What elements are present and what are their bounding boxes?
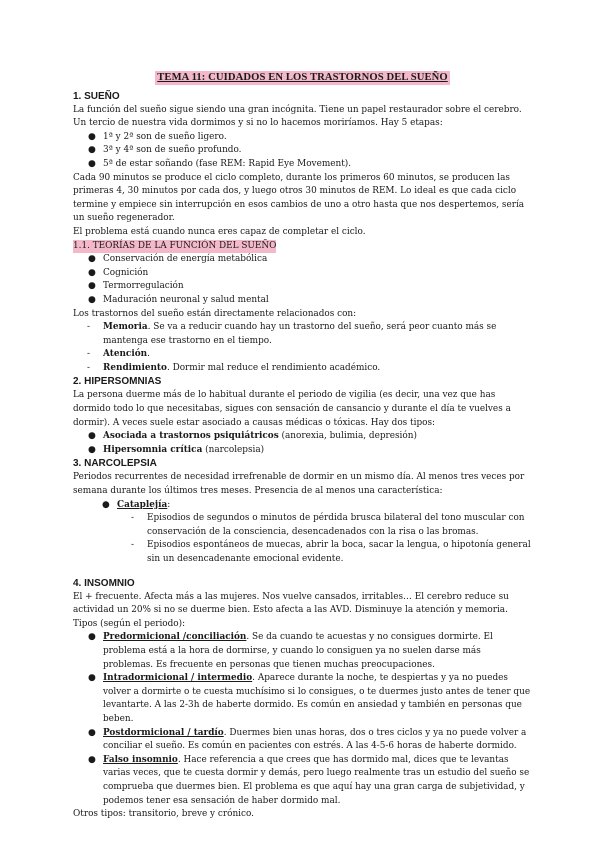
stages-list (73, 131, 532, 172)
sueno-intro: La función del sueño sigue siendo una gran incógnita. Tiene un papel restaurador sobre el cerebro. Un tercio de nuestra vida dormimos y si no lo hacemos moriríamos. Hay 5 etapas: (73, 104, 522, 129)
heading-sueno: 1. SUEÑO (73, 90, 120, 102)
bullet-icon: ● (88, 754, 96, 765)
narcolepsia-list (73, 499, 532, 513)
dash-icon: - (87, 322, 90, 333)
list-item-term: Cataplejía (117, 499, 168, 510)
list-item-term: Memoria (103, 322, 148, 333)
heading-narcolepsia: 3. NARCOLEPSIA (73, 458, 157, 470)
list-item (73, 754, 532, 808)
list-item-term: Predormicional /conciliación (103, 632, 247, 643)
list-item-text: . (147, 349, 150, 360)
list-item-text: . Se da cuando te acuestas y no consigues dormirte. El problema está a la hora de dormirse, y cuando lo consiguen ya no suelen darse más problemas. Es frecuente en personas que tienen muchas preocupaciones. (103, 632, 493, 670)
list-item-term: Hipersomnia crítica (103, 444, 203, 455)
list-item-term: Falso insomnio (103, 754, 178, 765)
list-item (73, 158, 532, 172)
cataplejia-list (73, 512, 532, 566)
list-item-term: Rendimiento (103, 362, 167, 373)
list-item (73, 727, 532, 754)
sueno-problem: El problema está cuando nunca eres capaz de completar el ciclo. (73, 226, 366, 237)
theories-list (73, 253, 532, 307)
list-item-text: . Aparece durante la noche, te despiertas y ya no puedes volver a dormirte o te cuesta muchísimo si lo consigues, o te duermes justo antes de tener que levantarte. A las 2-3h de haberte dormido. Es común en ansiedad y también en personas que beben. (103, 673, 531, 724)
list-item-text: : (167, 499, 171, 510)
list-item-text: Episodios espontáneos de muecas, abrir la boca, sacar la lengua, o hipotonía general sin un desencadenante emocional evidente. (147, 540, 531, 564)
list-item (73, 267, 532, 281)
list-item (73, 144, 532, 158)
dash-icon: - (131, 513, 134, 524)
relation-intro: Los trastornos del sueño están directamente relacionados con: (73, 308, 357, 319)
bullet-icon: ● (88, 145, 96, 156)
insomnio-list (73, 631, 532, 808)
list-item-text: (anorexia, bulimia, depresión) (278, 431, 417, 442)
bullet-icon: ● (88, 632, 96, 643)
insomnio-others: Otros tipos: transitorio, breve y crónico. (73, 809, 254, 820)
list-item (73, 321, 532, 348)
list-item-text: . Duermes bien unas horas, dos o tres ciclos y ya no puede volver a conciliar el sueño. Es común en pacientes con estrés. A las 4-5-6 horas de haberte dormido. (103, 727, 527, 752)
bullet-icon: ● (88, 158, 96, 169)
list-item (73, 348, 532, 362)
bullet-icon: ● (88, 673, 96, 684)
bullet-icon: ● (88, 727, 96, 738)
list-item-text: Cognición (103, 267, 149, 278)
hipersomnias-text: La persona duerme más de lo habitual durante el periodo de vigilia (es decir, una vez que has dormido todo lo que necesitabas, sigues con sensación de cansancio y durante el día te vuelves a dormir). A veces suele estar asociado a causas médicas o tóxicas. Hay dos tipos: (73, 390, 511, 428)
list-item (73, 672, 532, 726)
list-item (73, 539, 532, 566)
list-item-term: Intradormicional / intermedio (103, 673, 253, 684)
list-item (73, 253, 532, 267)
bullet-icon: ● (88, 281, 96, 292)
list-item-term: Asociada a trastornos psiquiátricos (103, 431, 279, 442)
subheading-teorias: 1.1. TEORÍAS DE LA FUNCIÓN DEL SUEÑO (73, 240, 277, 251)
list-item-text: . Se va a reducir cuando hay un trastorno del sueño, será peor cuanto más se mantenga ese trastorno en el tiempo. (103, 322, 497, 346)
heading-hipersomnias: 2. HIPERSOMNIAS (73, 376, 162, 388)
dash-icon: - (87, 362, 90, 373)
bullet-icon: ● (88, 254, 96, 265)
list-item-term: Postdormicional / tardío (103, 727, 224, 738)
dash-icon: - (87, 349, 90, 360)
bullet-icon: ● (88, 294, 96, 305)
list-item (73, 430, 532, 444)
sueno-cycle: Cada 90 minutos se produce el ciclo completo, durante los primeros 60 minutos, se producen las primeras 4, 30 minutos por cada dos, y luego otros 30 minutos de REM. Lo ideal es que cada ciclo termine y empiece sin interrupción en esos cambios de uno a otro hasta que nos despertemos, sería un sueño regenerador. (73, 172, 525, 224)
list-item (73, 131, 532, 145)
list-item-text: Episodios de segundos o minutos de pérdida brusca bilateral del tono muscular con conservación de la consciencia, desencadenados con la risa o las bromas. (147, 513, 525, 537)
dash-icon: - (131, 540, 134, 551)
page-title: TEMA 11: CUIDADOS EN LOS TRASTORNOS DEL SUEÑO (157, 72, 448, 83)
bullet-icon: ● (88, 131, 96, 142)
heading-insomnio: 4. INSOMNIO (73, 577, 135, 589)
bullet-icon: ● (88, 431, 96, 442)
bullet-icon: ● (102, 499, 110, 510)
bullet-icon: ● (88, 267, 96, 278)
list-item (73, 280, 532, 294)
hipersomnias-list (73, 430, 532, 457)
list-item (73, 362, 532, 376)
list-item (73, 499, 532, 513)
list-item (73, 631, 532, 672)
title-wrap (73, 71, 532, 86)
list-item-text: 3ª y 4ª son de sueño profundo. (103, 145, 242, 156)
list-item-text: (narcolepsia) (202, 444, 265, 455)
list-item-text: . Dormir mal reduce el rendimiento académico. (166, 362, 381, 373)
list-item-text: 5ª de estar soñando (fase REM: Rapid Eye Movement). (103, 158, 352, 169)
list-item (73, 444, 532, 458)
list-item-text: . Hace referencia a que crees que has dormido mal, dices que te levantas varias veces, que te cuesta dormir y demás, pero luego realmente tras un estudio del sueño se comprueba que duermes bien. El problema es que aquí hay una gran carga de subjetividad, y podemos tener esa sensación de haber dormido mal. (103, 754, 530, 806)
list-item-term: Atención (103, 349, 148, 360)
narcolepsia-text: Periodos recurrentes de necesidad irrefrenable de dormir en un mismo día. Al menos tres veces por semana durante los últimos tres meses. Presencia de al menos una característica: (73, 472, 525, 497)
bullet-icon: ● (88, 444, 96, 455)
list-item-text: Conservación de energía metabólica (103, 254, 268, 265)
insomnio-text: El + frecuente. Afecta más a las mujeres. Nos vuelve cansados, irritables… El cerebro reduce su actividad un 20% si no se duerme bien. Esto afecta a las AVD. Disminuye la atención y memoria. Tipos (según el periodo): (73, 591, 509, 629)
relation-list (73, 321, 532, 375)
list-item-text: 1ª y 2ª son de sueño ligero. (103, 131, 227, 142)
list-item-text: Termorregulación (103, 281, 184, 292)
list-item (73, 294, 532, 308)
list-item (73, 512, 532, 539)
list-item-text: Maduración neuronal y salud mental (103, 294, 269, 305)
